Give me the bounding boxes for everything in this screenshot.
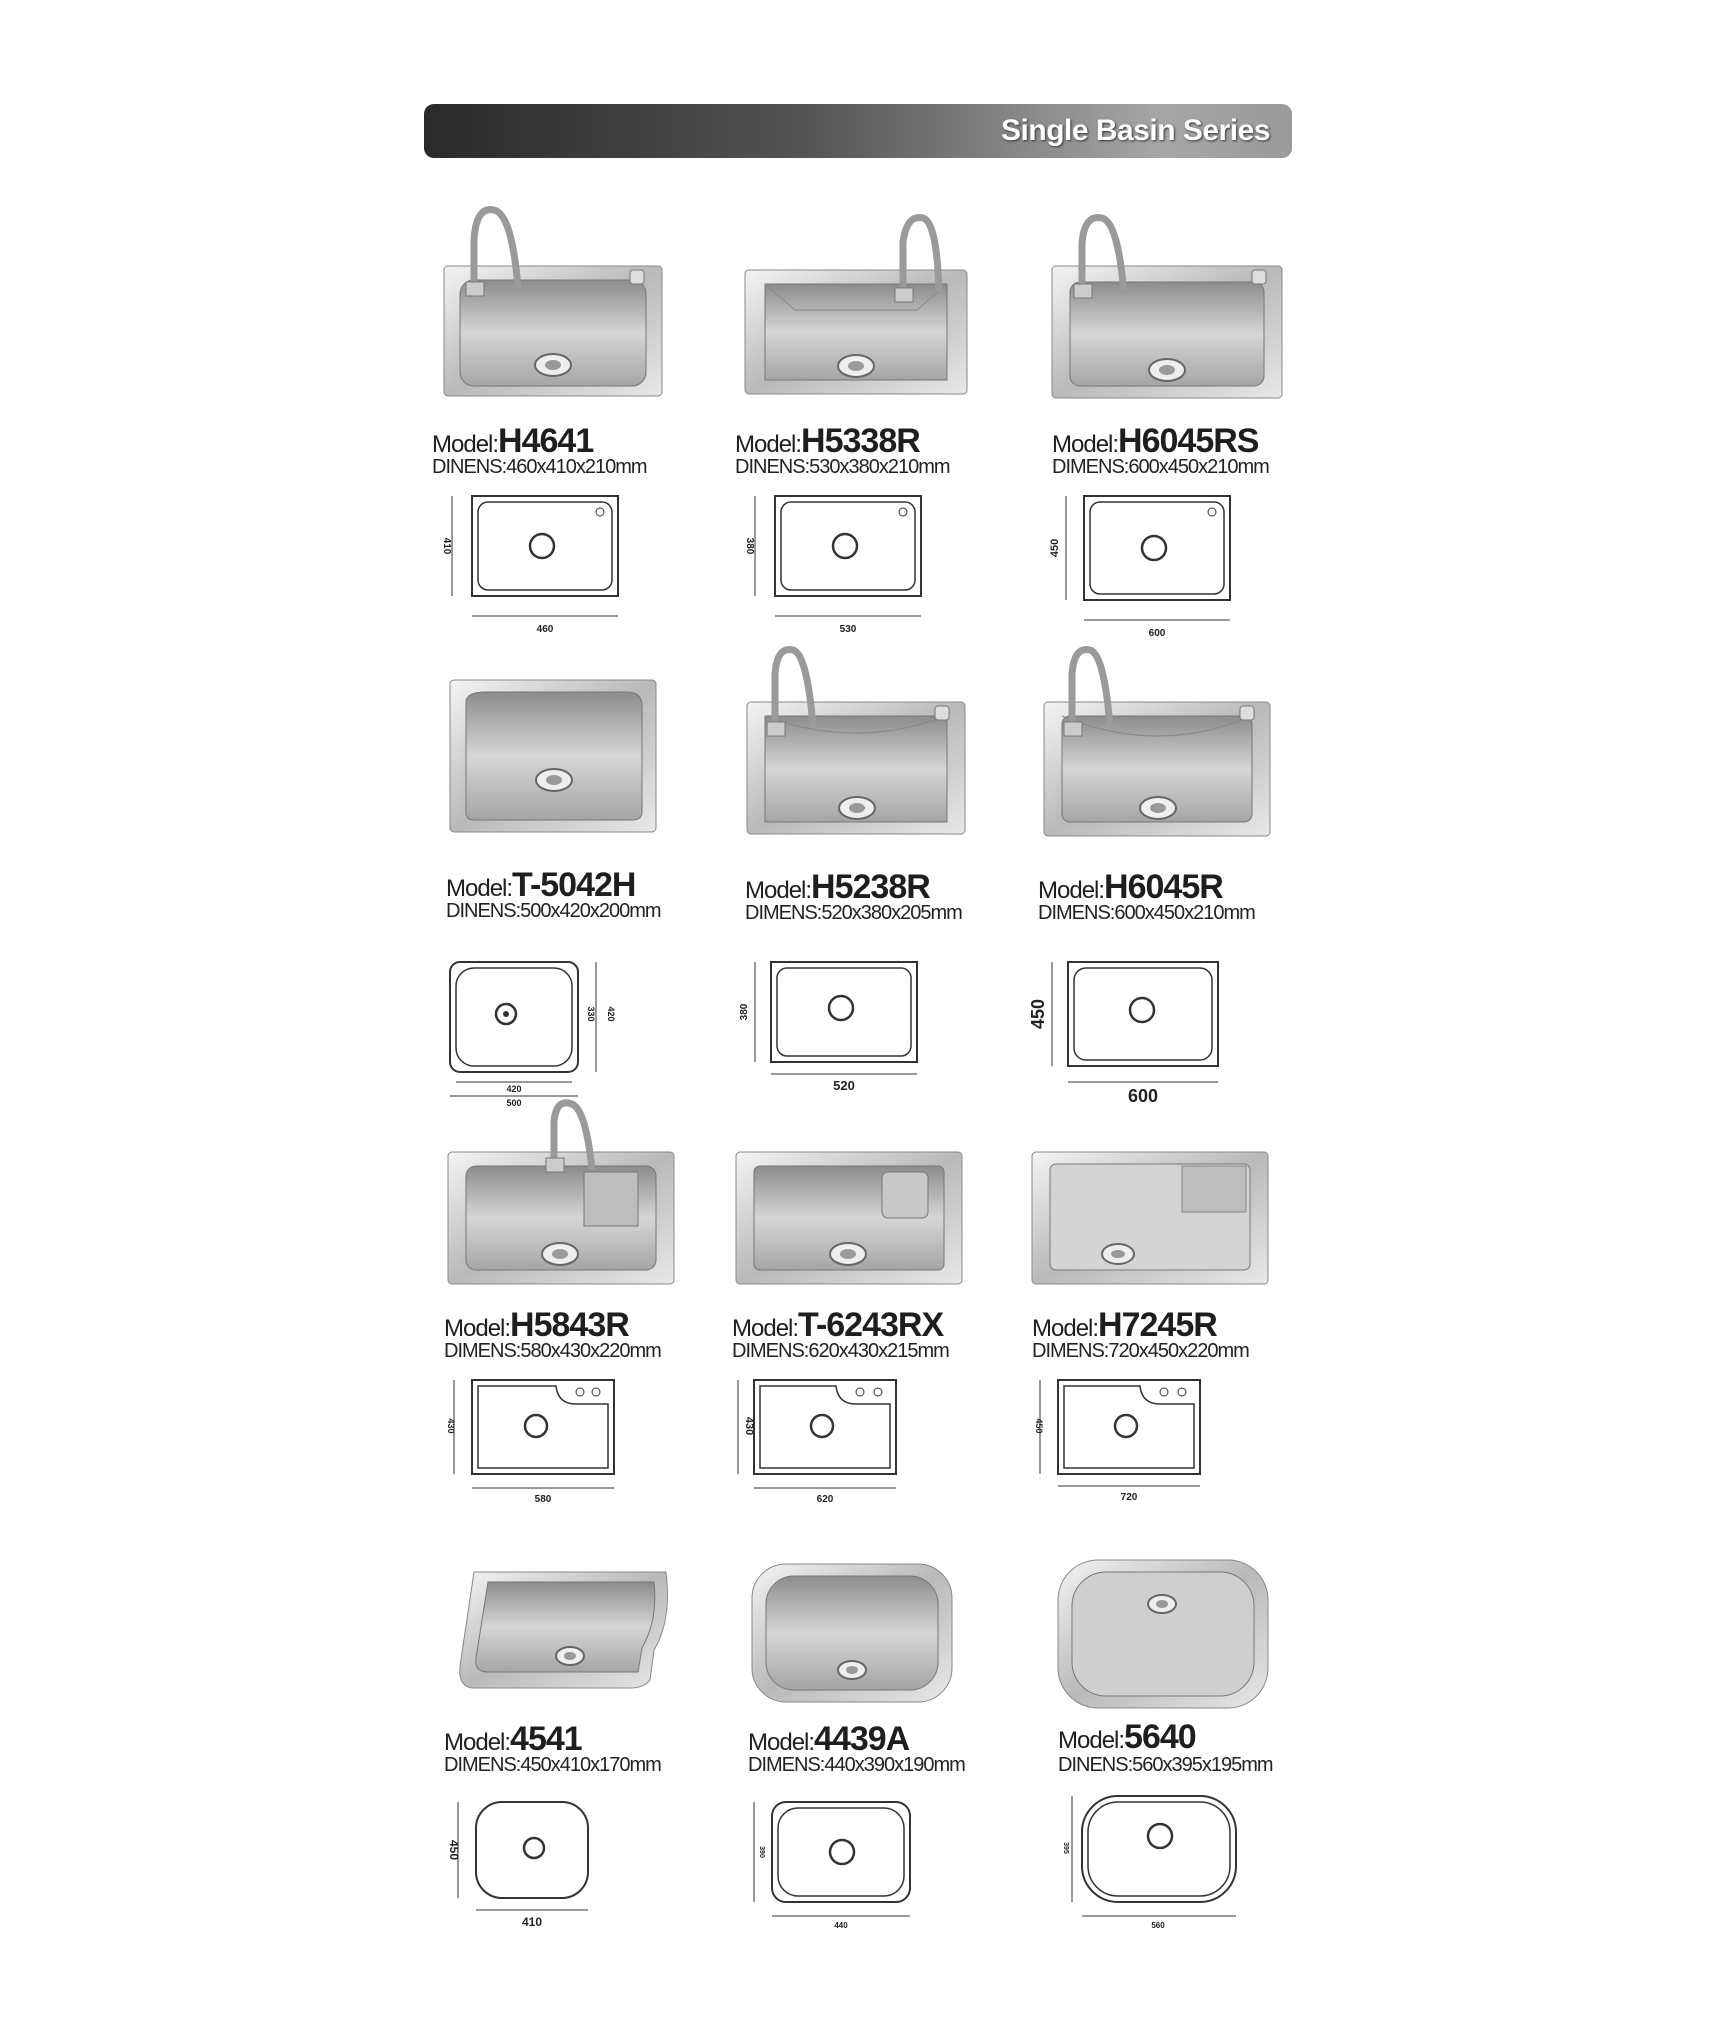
model-number: T-5042H bbox=[512, 866, 636, 904]
product-card bbox=[732, 1100, 1032, 1570]
product-card bbox=[1049, 200, 1352, 670]
plan-drawing bbox=[748, 1798, 968, 1948]
product-card bbox=[446, 646, 746, 1116]
dimensions-label: DIMENS:620x430x215mm bbox=[732, 1340, 949, 1362]
dimensions-label: DIMENS:450x410x170mm bbox=[444, 1754, 661, 1776]
model-label: Model:4439A bbox=[748, 1720, 910, 1758]
dimensions-label: DIMENS:520x380x205mm bbox=[745, 902, 962, 924]
plan-width: 600 bbox=[1127, 1086, 1159, 1106]
plan-drawing bbox=[444, 1376, 664, 1526]
plan-depth: 410 bbox=[441, 537, 452, 555]
plan-width: 580 bbox=[534, 1494, 552, 1505]
series-title: Single Basin Series bbox=[1001, 114, 1270, 147]
model-number: 4541 bbox=[510, 1720, 582, 1758]
plan-width: 520 bbox=[833, 1078, 855, 1093]
model-label: Model:H5338R bbox=[735, 422, 920, 460]
model-label: Model:4541 bbox=[444, 1720, 582, 1758]
model-label: Model:H5843R bbox=[444, 1306, 629, 1344]
model-label: Model:H4641 bbox=[432, 422, 594, 460]
model-number: H7245R bbox=[1098, 1306, 1217, 1344]
plan-width: 410 bbox=[521, 1915, 543, 1929]
plan-width-outer: 500 bbox=[506, 1098, 522, 1108]
plan-depth: 390 bbox=[758, 1846, 765, 1858]
sink-photo bbox=[732, 1100, 1032, 1330]
plan-drawing bbox=[432, 490, 652, 640]
plan-depth: 380 bbox=[744, 537, 755, 555]
model-number: T-6243RX bbox=[798, 1306, 944, 1344]
model-number: H6045R bbox=[1104, 868, 1223, 906]
model-label: Model:T-5042H bbox=[446, 866, 636, 904]
plan-depth: 450 bbox=[1049, 538, 1061, 558]
product-card bbox=[432, 200, 732, 670]
plan-depth: 450 bbox=[447, 1839, 461, 1861]
plan-width: 620 bbox=[816, 1494, 834, 1505]
plan-width: 460 bbox=[536, 624, 554, 635]
product-card bbox=[1028, 646, 1338, 1116]
plan-width: 440 bbox=[834, 1921, 848, 1930]
sink-photo bbox=[432, 200, 732, 430]
plan-depth-inner: 330 bbox=[586, 1006, 596, 1022]
dimensions-label: DIMENS:600x450x210mm bbox=[1038, 902, 1255, 924]
plan-width: 720 bbox=[1120, 1492, 1138, 1503]
plan-drawing bbox=[1032, 1376, 1252, 1526]
plan-width: 600 bbox=[1148, 628, 1166, 639]
sink-photo bbox=[1032, 1100, 1332, 1330]
plan-drawing bbox=[444, 1798, 664, 1948]
plan-depth: 430 bbox=[446, 1418, 456, 1434]
model-label: Model:H5238R bbox=[745, 868, 930, 906]
plan-depth: 420 bbox=[606, 1006, 616, 1022]
sink-photo bbox=[735, 200, 1035, 430]
dimensions-label: DINENS:500x420x200mm bbox=[446, 900, 661, 922]
plan-drawing bbox=[735, 490, 955, 640]
sink-photo bbox=[1038, 646, 1338, 876]
product-card bbox=[1032, 1100, 1332, 1570]
model-number: H4641 bbox=[498, 422, 594, 460]
model-label: Model:H6045RS bbox=[1052, 422, 1259, 460]
model-number: 4439A bbox=[814, 1720, 910, 1758]
product-card bbox=[739, 646, 1045, 1116]
sink-photo bbox=[745, 646, 1045, 876]
dimensions-label: DINENS:530x380x210mm bbox=[735, 456, 950, 478]
product-card bbox=[444, 1100, 744, 1570]
plan-width: 530 bbox=[839, 624, 857, 635]
product-card bbox=[1058, 1560, 1358, 2030]
dimensions-label: DIMENS:580x430x220mm bbox=[444, 1340, 661, 1362]
plan-drawing bbox=[1028, 958, 1258, 1108]
plan-drawing bbox=[1058, 1792, 1278, 1942]
plan-depth: 450 bbox=[1028, 998, 1048, 1030]
dimensions-label: DIMENS:600x450x210mm bbox=[1052, 456, 1269, 478]
dimensions-label: DINENS:560x395x195mm bbox=[1058, 1754, 1273, 1776]
plan-depth: 380 bbox=[739, 1003, 750, 1021]
product-card bbox=[735, 200, 1035, 670]
model-label: Model:H7245R bbox=[1032, 1306, 1217, 1344]
plan-width: 560 bbox=[1151, 1921, 1165, 1930]
plan-depth: 450 bbox=[1034, 1418, 1044, 1434]
product-card bbox=[444, 1560, 744, 2030]
sink-photo bbox=[1052, 200, 1352, 430]
dimensions-label: DINENS:460x410x210mm bbox=[432, 456, 647, 478]
plan-width: 420 bbox=[506, 1084, 522, 1094]
plan-depth: 430 bbox=[743, 1416, 755, 1436]
model-label: Model:T-6243RX bbox=[732, 1306, 944, 1344]
plan-drawing bbox=[739, 958, 965, 1108]
plan-drawing bbox=[732, 1376, 952, 1526]
model-number: H6045RS bbox=[1118, 422, 1259, 460]
plan-drawing bbox=[1049, 490, 1272, 640]
model-number: 5640 bbox=[1124, 1718, 1196, 1756]
sink-photo bbox=[444, 1100, 744, 1330]
dimensions-label: DIMENS:440x390x190mm bbox=[748, 1754, 965, 1776]
model-number: H5238R bbox=[811, 868, 930, 906]
plan-drawing bbox=[446, 958, 666, 1108]
model-label: Model:H6045R bbox=[1038, 868, 1223, 906]
sink-photo bbox=[446, 646, 746, 876]
product-card bbox=[748, 1560, 1048, 2030]
dimensions-label: DIMENS:720x450x220mm bbox=[1032, 1340, 1249, 1362]
model-number: H5338R bbox=[801, 422, 920, 460]
series-banner bbox=[424, 104, 1292, 158]
model-number: H5843R bbox=[510, 1306, 629, 1344]
model-label: Model:5640 bbox=[1058, 1718, 1196, 1756]
plan-depth: 395 bbox=[1062, 1842, 1069, 1854]
